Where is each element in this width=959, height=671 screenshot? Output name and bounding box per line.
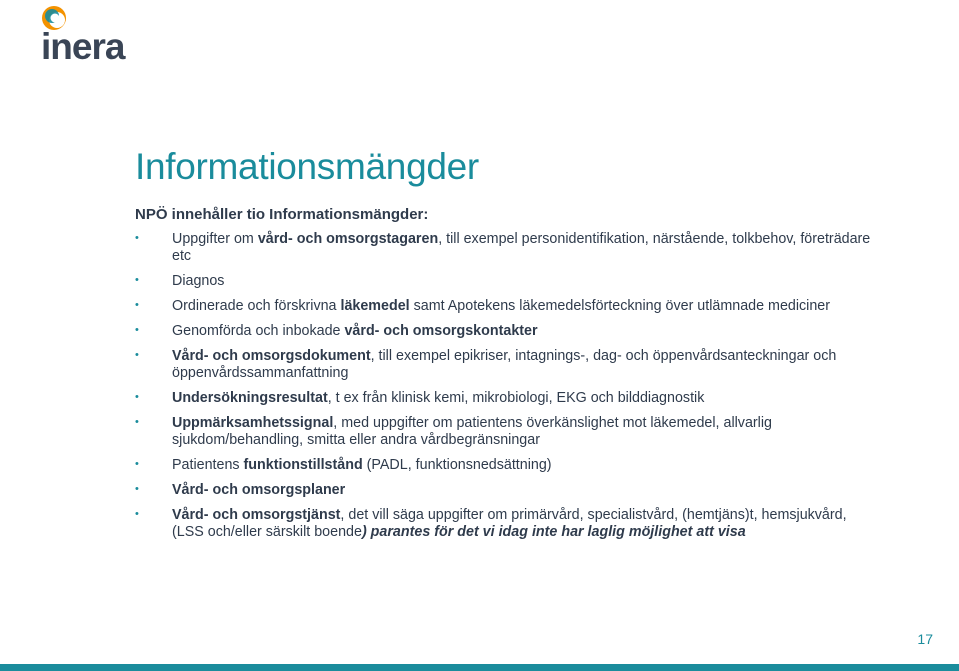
- list-item: [135, 482, 875, 499]
- list-item-text: samt Apotekens läkemedelsförteckning över utlämnade mediciner: [409, 298, 831, 314]
- bullet-icon: •: [135, 274, 139, 286]
- list-item: [135, 507, 875, 541]
- page-number: 17: [917, 631, 933, 647]
- bullet-icon: •: [135, 324, 139, 336]
- intro-text: NPÖ innehåller tio Informationsmängder:: [135, 206, 429, 223]
- list-item-text: Genomförda och inbokade: [172, 323, 345, 339]
- list-item-text: Vård- och omsorgstjänst: [172, 507, 341, 523]
- list-item-text: , till exempel epikriser, intagnings-, dag- och öppenvårdsanteckningar och öppenvårdssammanfattning: [172, 348, 837, 381]
- bullet-icon: •: [135, 416, 139, 428]
- list-item-text: Vård- och omsorgsdokument: [172, 348, 371, 364]
- list-item-text: funktionstillstånd: [243, 457, 363, 473]
- list-item-text: Undersökningsresultat: [172, 390, 328, 406]
- page-title: Informationsmängder: [135, 146, 479, 187]
- footer-bar: [0, 664, 959, 671]
- logo-text: inera: [41, 26, 125, 64]
- list-item: [135, 457, 875, 474]
- bullet-icon: •: [135, 299, 139, 311]
- bullet-icon: •: [135, 508, 139, 520]
- list-item: [135, 273, 875, 290]
- list-item-text: , till exempel personidentifikation, närstående, tolkbehov, företrädare etc: [172, 231, 871, 264]
- list-item: [135, 298, 875, 315]
- list-item-text: , det vill säga uppgifter om primärvård, specialistvård, (hemtjäns)t, hemsjukvård,(LSS och/eller särskilt boende: [172, 507, 847, 540]
- list-item: [135, 231, 875, 265]
- list-item-text: Ordinerade och förskrivna: [172, 298, 341, 314]
- bullet-icon: •: [135, 458, 139, 470]
- inera-logo-mark: [36, 2, 146, 64]
- list-item-text: vård- och omsorgskontakter: [344, 323, 538, 339]
- bullet-icon: •: [135, 391, 139, 403]
- inera-logo: [36, 2, 146, 64]
- bullet-icon: •: [135, 232, 139, 244]
- list-item-text: läkemedel: [340, 298, 410, 314]
- list-item-text: Uppgifter om: [172, 231, 258, 247]
- list-item-text: Diagnos: [172, 273, 225, 289]
- list-item-text: , t ex från klinisk kemi, mikrobiologi, EKG och bilddiagnostik: [327, 390, 705, 406]
- list-item-text: Patientens: [172, 457, 244, 473]
- information-list: [135, 231, 875, 549]
- list-item-text: vård- och omsorgstagaren: [257, 231, 439, 247]
- list-item-text: Uppmärksamhetssignal: [172, 415, 334, 431]
- list-item-text: , med uppgifter om patientens överkänslighet mot läkemedel, allvarlig sjukdom/behandling, smitta eller andra vårdbegränsningar: [172, 415, 772, 448]
- list-item-text: (PADL, funktionsnedsättning): [362, 457, 552, 473]
- list-item: [135, 390, 875, 407]
- list-item: [135, 348, 875, 382]
- list-item-text: ) parantes för det vi idag inte har laglig möjlighet att visa: [361, 524, 746, 540]
- bullet-icon: •: [135, 483, 139, 495]
- list-item: [135, 415, 875, 449]
- list-item: [135, 323, 875, 340]
- bullet-icon: •: [135, 349, 139, 361]
- list-item-text: Vård- och omsorgsplaner: [172, 482, 346, 498]
